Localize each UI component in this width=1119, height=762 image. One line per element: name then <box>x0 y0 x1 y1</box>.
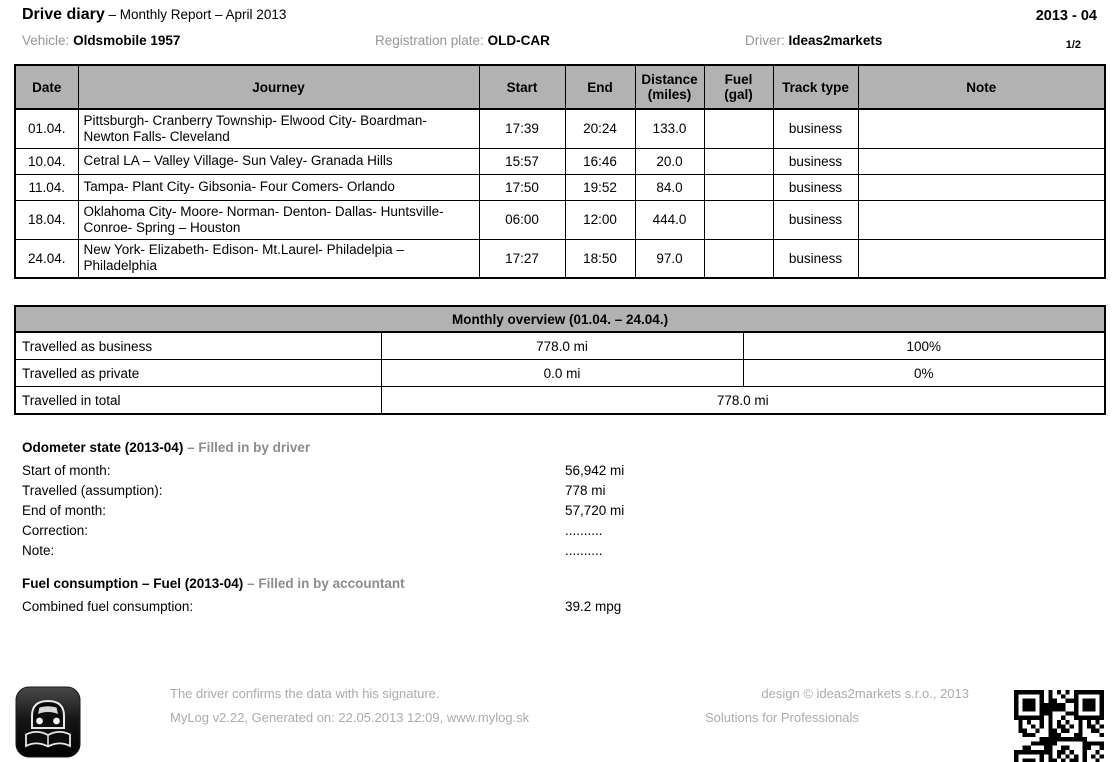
trip-end: 18:50 <box>565 239 635 278</box>
trip-note <box>858 239 1105 278</box>
fuel-label: Combined fuel consumption: <box>22 599 194 614</box>
odometer-title <box>22 440 742 455</box>
col-fuel-unit: (gal) <box>724 87 753 102</box>
mylog-app-icon <box>15 686 81 758</box>
trip-journey: Tampa- Plant City- Gibsonia- Four Comers- Orlando <box>78 174 479 200</box>
overview-percent: 100% <box>743 332 1105 360</box>
trip-start: 15:57 <box>479 148 565 174</box>
trip-track-type: business <box>773 109 858 148</box>
slogan: Solutions for Professionals <box>705 710 859 725</box>
trip-start: 06:00 <box>479 200 565 239</box>
col-end: End <box>565 65 635 109</box>
trip-date: 01.04. <box>15 109 78 148</box>
col-distance <box>635 65 704 109</box>
table-row <box>15 360 1105 387</box>
trip-journey: Cetral LA – Valley Village- Sun Valey- Granada Hills <box>78 148 479 174</box>
col-distance-unit: (miles) <box>647 87 692 102</box>
trip-fuel <box>704 109 773 148</box>
col-fuel <box>704 65 773 109</box>
trip-distance: 97.0 <box>635 239 704 278</box>
overview-value: 778.0 mi <box>381 332 743 360</box>
overview-header-row <box>15 306 1105 332</box>
table-row <box>15 332 1105 360</box>
col-start: Start <box>479 65 565 109</box>
table-row <box>15 174 1105 200</box>
trip-date: 10.04. <box>15 148 78 174</box>
driver-label: Driver: <box>745 33 785 48</box>
trip-journey: Oklahoma City- Moore- Norman- Denton- Dallas- Huntsville- Conroe- Spring – Houston <box>78 200 479 239</box>
vehicle-value: Oldsmobile 1957 <box>73 33 181 48</box>
trip-track-type: business <box>773 174 858 200</box>
col-track-type: Track type <box>773 65 858 109</box>
vehicle-label: Vehicle: <box>22 33 70 48</box>
trip-start: 17:27 <box>479 239 565 278</box>
trip-fuel <box>704 174 773 200</box>
odometer-label: Correction: <box>22 523 89 538</box>
qr-code <box>1014 690 1104 762</box>
trip-fuel <box>704 239 773 278</box>
odometer-value: .......... <box>565 543 603 558</box>
trip-date: 11.04. <box>15 174 78 200</box>
col-date: Date <box>15 65 78 109</box>
overview-label: Travelled in total <box>15 387 381 415</box>
table-row <box>15 239 1105 278</box>
monthly-overview-table <box>14 305 1106 415</box>
odometer-label: End of month: <box>22 503 107 518</box>
trip-note <box>858 174 1105 200</box>
list-item <box>22 541 742 561</box>
trip-end: 12:00 <box>565 200 635 239</box>
table-row <box>15 387 1105 415</box>
trip-note <box>858 200 1105 239</box>
odometer-label: Travelled (assumption): <box>22 483 163 498</box>
trips-table <box>14 64 1106 279</box>
report-subtitle: – Monthly Report – April 2013 <box>108 7 287 22</box>
registration-label: Registration plate: <box>375 33 484 48</box>
trip-fuel <box>704 200 773 239</box>
generated-info: MyLog v2.22, Generated on: 22.05.2013 12:09, www.mylog.sk <box>170 710 530 725</box>
col-distance-label: Distance <box>641 72 698 87</box>
trip-distance: 20.0 <box>635 148 704 174</box>
trip-start: 17:39 <box>479 109 565 148</box>
overview-label: Travelled as business <box>15 332 381 360</box>
list-item <box>22 501 742 521</box>
driver-value: Ideas2markets <box>788 33 883 48</box>
trip-note <box>858 109 1105 148</box>
overview-value: 778.0 mi <box>381 387 1105 415</box>
odometer-title-text: Odometer state (2013-04) <box>22 440 184 455</box>
odometer-value: .......... <box>565 523 603 538</box>
trip-distance: 133.0 <box>635 109 704 148</box>
odometer-value: 56,942 mi <box>565 463 625 478</box>
trip-fuel <box>704 148 773 174</box>
vehicle-field <box>22 33 180 48</box>
odometer-label: Note: <box>22 543 55 558</box>
odometer-value: 778 mi <box>565 483 606 498</box>
trip-end: 16:46 <box>565 148 635 174</box>
overview-value: 0.0 mi <box>381 360 743 387</box>
col-note: Note <box>858 65 1105 109</box>
list-item <box>22 461 742 481</box>
odometer-title-note: – Filled in by driver <box>187 440 311 455</box>
trip-start: 17:50 <box>479 174 565 200</box>
fuel-title <box>22 576 742 591</box>
signature-note: The driver confirms the data with his signature. <box>170 686 440 701</box>
list-item <box>22 597 742 617</box>
list-item <box>22 521 742 541</box>
table-row <box>15 200 1105 239</box>
trip-journey: Pittsburgh- Cranberry Township- Elwood City- Boardman- Newton Falls- Cleveland <box>78 109 479 148</box>
fuel-section <box>22 576 742 617</box>
trip-date: 18.04. <box>15 200 78 239</box>
fuel-title-note: – Filled in by accountant <box>247 576 405 591</box>
trip-track-type: business <box>773 148 858 174</box>
page-title <box>22 6 286 24</box>
page-number: 1/2 <box>1065 39 1081 51</box>
overview-percent: 0% <box>743 360 1105 387</box>
trip-distance: 84.0 <box>635 174 704 200</box>
overview-label: Travelled as private <box>15 360 381 387</box>
registration-value: OLD-CAR <box>487 33 550 48</box>
trip-end: 20:24 <box>565 109 635 148</box>
trips-header-row <box>15 65 1105 109</box>
table-row <box>15 109 1105 148</box>
table-row <box>15 148 1105 174</box>
trip-journey: New York- Elizabeth- Edison- Mt.Laurel- Philadelpia – Philadelphia <box>78 239 479 278</box>
overview-title: Monthly overview (01.04. – 24.04.) <box>15 306 1105 332</box>
driver-field <box>745 33 882 48</box>
report-period: 2013 - 04 <box>1035 8 1097 24</box>
trip-track-type: business <box>773 200 858 239</box>
list-item <box>22 481 742 501</box>
trip-note <box>858 148 1105 174</box>
odometer-section <box>22 440 742 561</box>
report-title: Drive diary <box>22 6 105 23</box>
design-credit: design © ideas2markets s.r.o., 2013 <box>761 686 969 701</box>
col-journey: Journey <box>78 65 479 109</box>
trip-date: 24.04. <box>15 239 78 278</box>
trip-end: 19:52 <box>565 174 635 200</box>
odometer-label: Start of month: <box>22 463 111 478</box>
col-fuel-label: Fuel <box>724 72 753 87</box>
trip-distance: 444.0 <box>635 200 704 239</box>
trip-track-type: business <box>773 239 858 278</box>
fuel-title-text: Fuel consumption – Fuel (2013-04) <box>22 576 244 591</box>
registration-field <box>375 33 550 48</box>
odometer-value: 57,720 mi <box>565 503 625 518</box>
fuel-value: 39.2 mpg <box>565 599 622 614</box>
